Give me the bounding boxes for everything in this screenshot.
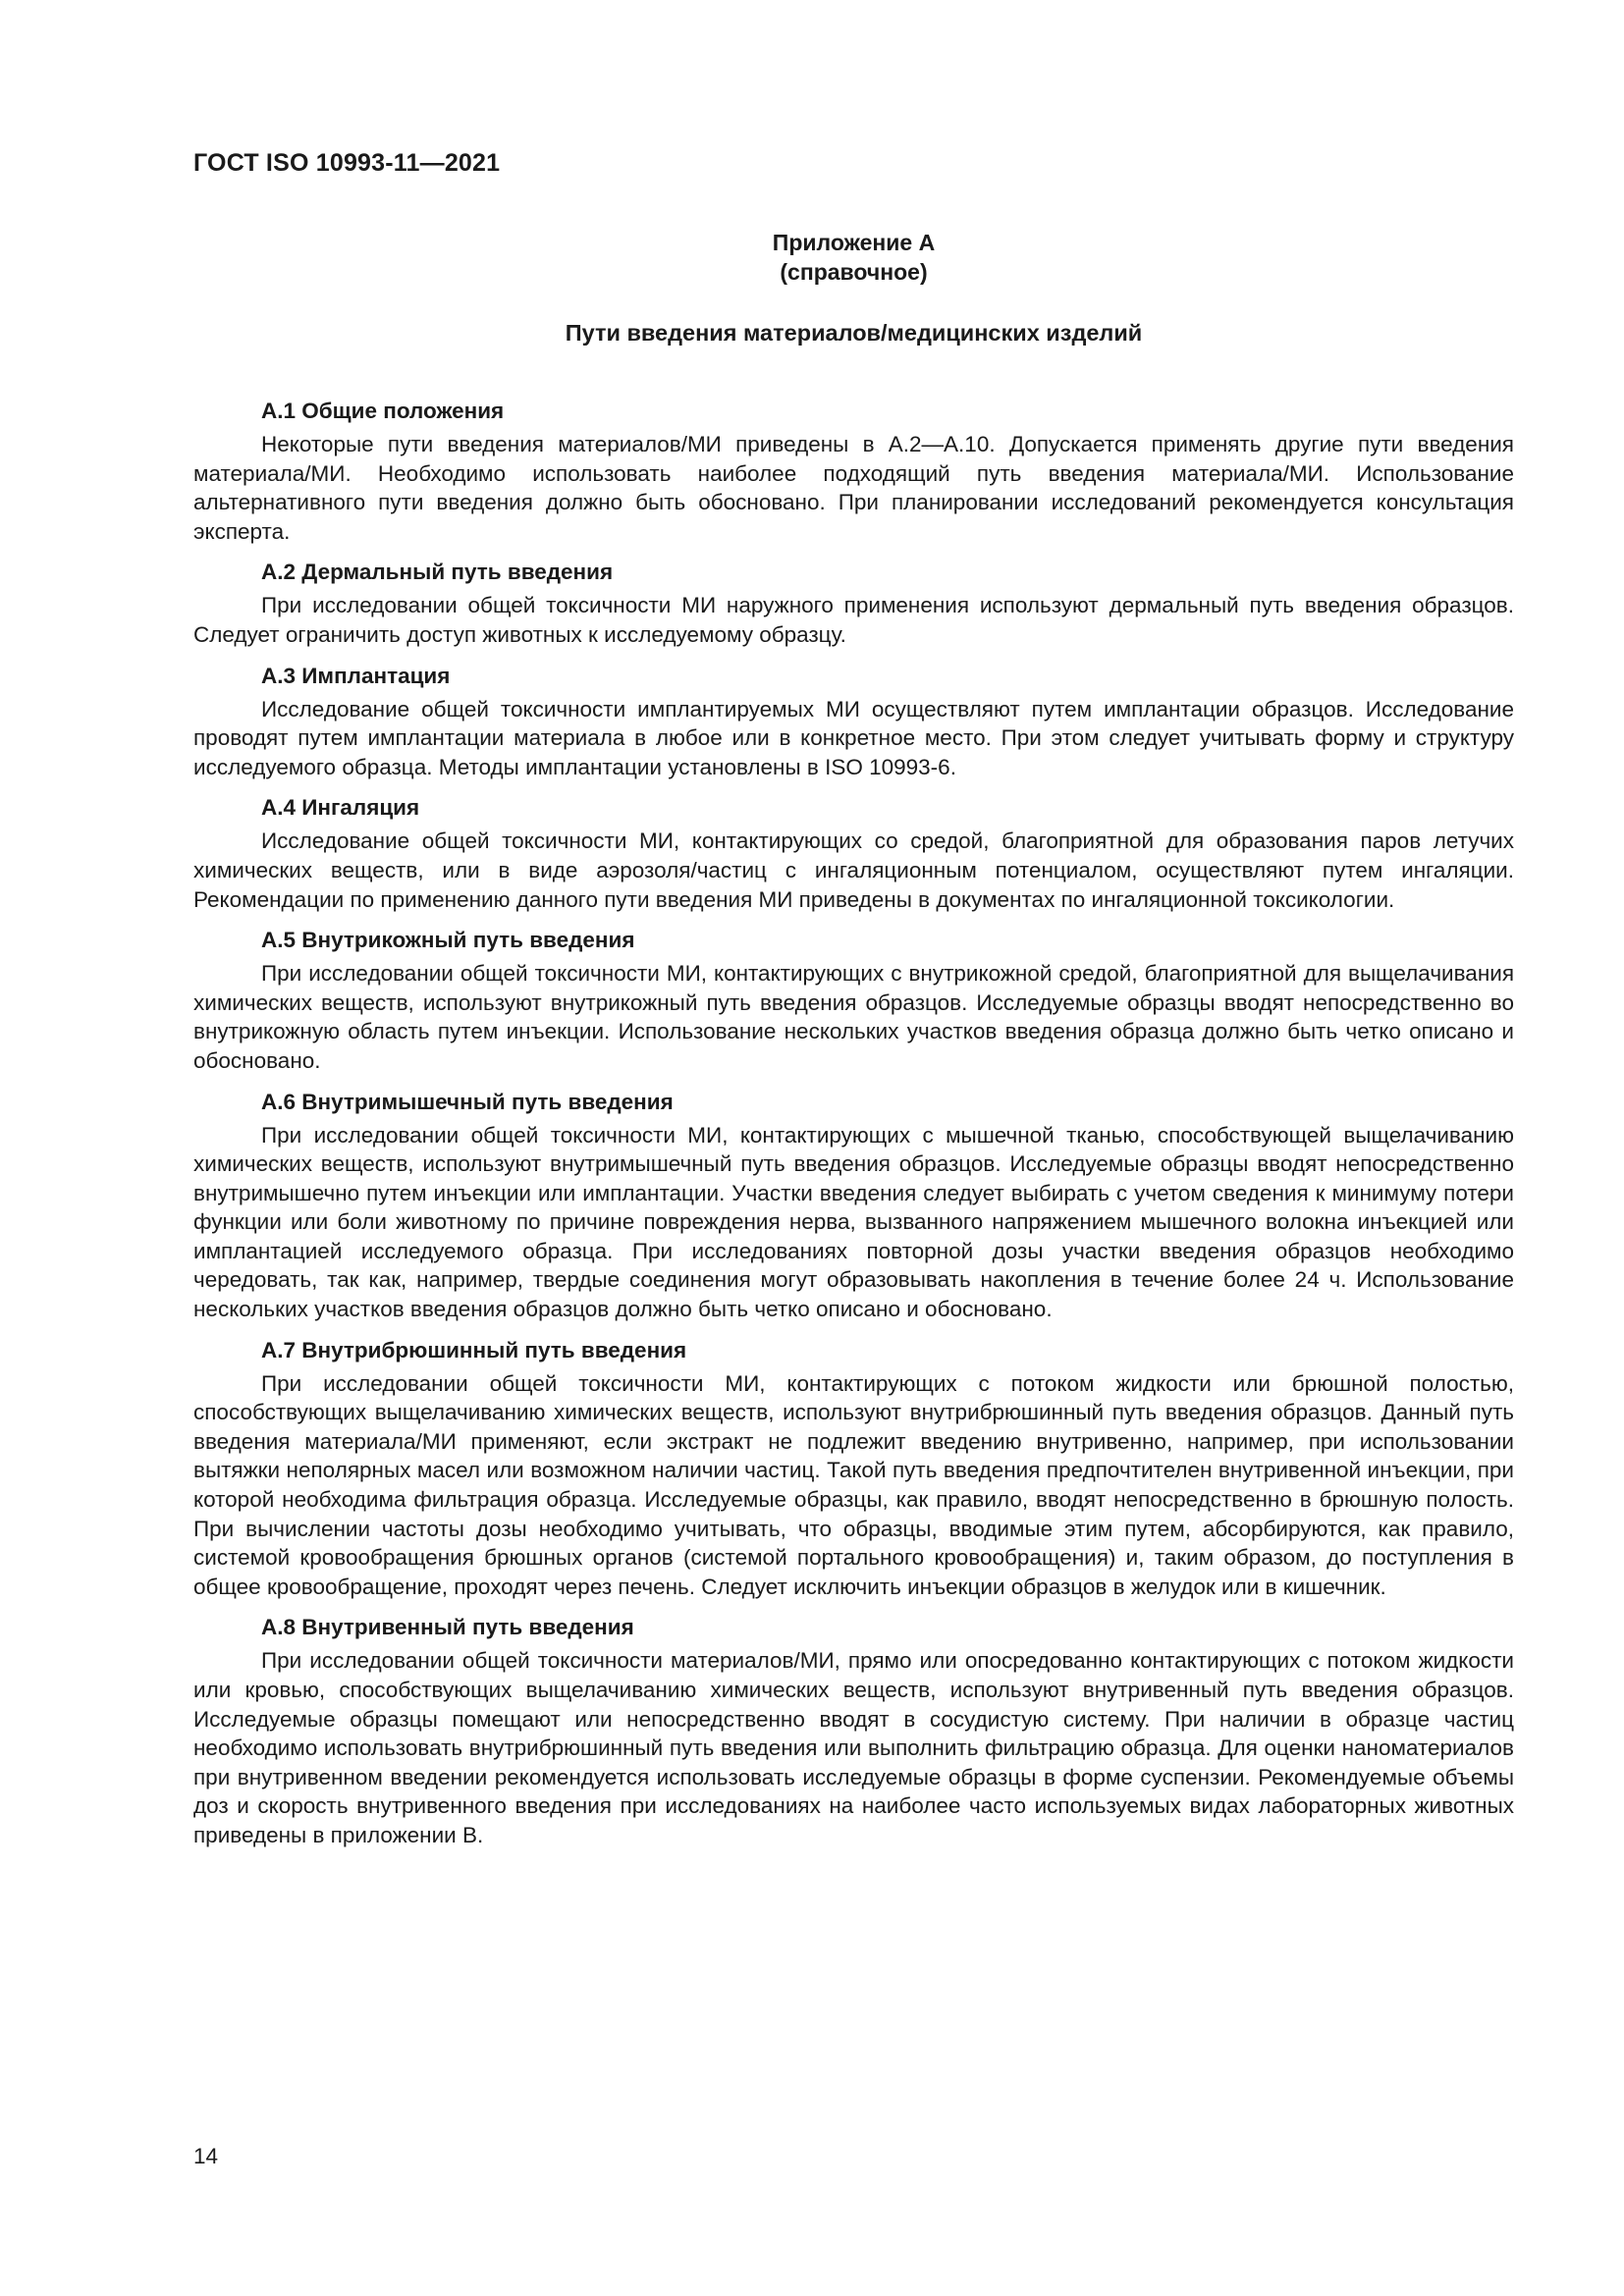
section-a4 [193, 793, 1514, 914]
section-a6 [193, 1088, 1514, 1324]
section-paragraph: Исследование общей токсичности имплантируемых МИ осуществляют путем имплантации образцов. Исследование проводят путем имплантации материала в любое или в конкретное место. При этом следует учитывать форму и структуру исследуемого образца. Методы имплантации установлены в ISO 10993-6. [193, 696, 1514, 779]
section-paragraph: При исследовании общей токсичности МИ наружного применения используют дермальный путь введения образцов. Следует ограничить доступ животных к исследуемому образцу. [193, 593, 1514, 647]
section-heading: А.6 Внутримышечный путь введения [261, 1089, 674, 1114]
section-heading: А.4 Ингаляция [261, 795, 420, 821]
page-number: 14 [193, 2144, 219, 2168]
section-a8 [193, 1613, 1514, 1849]
section-a3 [193, 662, 1514, 782]
section-paragraph: При исследовании общей токсичности МИ, контактирующих с потоком жидкости или брюшной полостью, способствующих выщелачиванию химических веществ, используют внутрибрюшинный путь введения образцов. Данный путь введения материала/МИ применяют, если экстракт не подлежит введению внутривенно, например, при использовании вытяжки неполярных масел или возможном наличии частиц. Такой путь введения предпочтителен внутривенной инъекции, при которой необходима фильтрация образца. Исследуемые образцы, как правило, вводят непосредственно в брюшную полость. При вычислении частоты дозы необходимо учитывать, что образцы, вводимые этим путем, абсорбируются, как правило, системой кровообращения брюшных органов (системой портального кровообращения) и, таким образом, до поступления в общее кровообращение, проходят через печень. Следует исключить инъекции образцов в желудок или в кишечник. [193, 1370, 1514, 1599]
document-body [193, 397, 1514, 1862]
section-heading: А.7 Внутрибрюшинный путь введения [261, 1337, 687, 1362]
section-paragraph: Исследование общей токсичности МИ, контактирующих со средой, благоприятной для образования паров летучих химических веществ, или в виде аэрозоля/частиц с ингаляционным потенциалом, осуществляют путем ингаляции. Рекомендации по применению данного пути введения МИ приведены в документах по ингаляционной токсикологии. [193, 828, 1514, 912]
section-paragraph: Некоторые пути введения материалов/МИ приведены в А.2—А.10. Допускается применять другие пути введения материала/МИ. Необходимо использовать наиболее подходящий путь введения материала/МИ. Использование альтернативного пути введения должно быть обосновано. При планировании исследований рекомендуется консультация эксперта. [193, 432, 1514, 544]
section-heading: А.1 Общие положения [261, 399, 505, 423]
document-code-header: ГОСТ ISO 10993-11—2021 [193, 149, 501, 177]
appendix-status: (справочное) [780, 259, 928, 285]
section-paragraph: При исследовании общей токсичности МИ, контактирующих с внутрикожной средой, благоприятной для выщелачивания химических веществ, используют внутрикожный путь введения образцов. Исследуемые образцы вводят непосредственно во внутрикожную область путем инъекции. Использование нескольких участков введения образца должно быть четко описано и обосновано. [193, 961, 1514, 1073]
section-a2 [193, 558, 1514, 649]
section-heading: А.8 Внутривенный путь введения [261, 1615, 634, 1640]
section-heading: А.3 Имплантация [261, 663, 451, 688]
section-a1 [193, 397, 1514, 546]
section-a5 [193, 926, 1514, 1075]
section-a7 [193, 1336, 1514, 1602]
section-paragraph: При исследовании общей токсичности материалов/МИ, прямо или опосредованно контактирующих с потоком жидкости или кровью, способствующих выщелачиванию химических веществ, используют внутривенный путь введения образцов. Исследуемые образцы помещают или непосредственно вводят в сосудистую систему. При наличии в образце частиц необходимо использовать внутрибрюшинный путь введения или выполнить фильтрацию образца. Для оценки наноматериалов при внутривенном введении рекомендуется использовать исследуемые образцы в форме суспензии. Рекомендуемые объемы доз и скорость внутривенного введения при исследованиях на наиболее часто используемых видах лабораторных животных приведены в приложении В. [193, 1648, 1514, 1847]
section-heading: А.2 Дермальный путь введения [261, 560, 614, 585]
section-paragraph: При исследовании общей токсичности МИ, контактирующих с мышечной тканью, способствующей выщелачиванию химических веществ, используют внутримышечный путь введения образцов. Исследуемые образцы вводят непосредственно внутримышечно путем инъекции или имплантации. Участки введения следует выбирать с учетом сведения к минимуму потери функции или боли животному по причине повреждения нерва, вызванного напряжением мышечного волокна инъекцией или имплантацией исследуемого образца. При исследованиях повторной дозы участки введения образцов необходимо чередовать, так как, например, твердые соединения могут образовывать накопления в течение более 24 ч. Использование нескольких участков введения образцов должно быть четко описано и обосновано. [193, 1122, 1514, 1322]
appendix-label-block [193, 228, 1514, 287]
section-heading: А.5 Внутрикожный путь введения [261, 928, 635, 953]
appendix-label: Приложение А [772, 230, 936, 255]
appendix-title: Пути введения материалов/медицинских изделий [565, 320, 1143, 346]
